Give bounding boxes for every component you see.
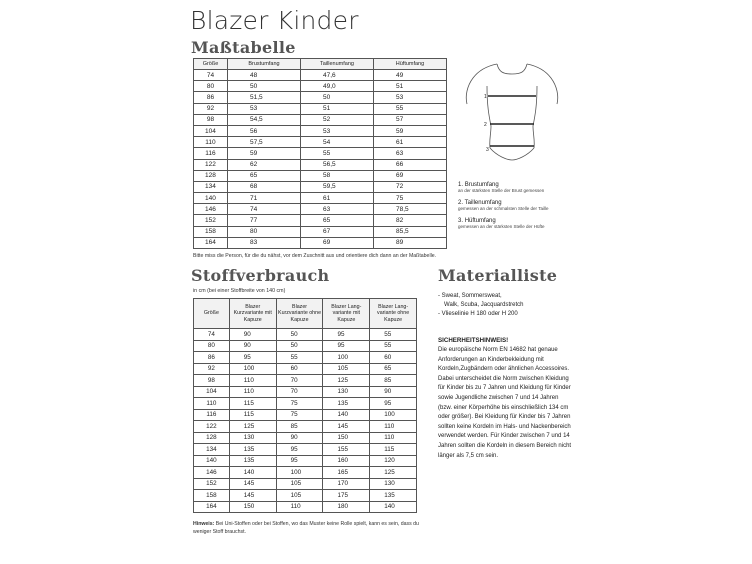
- material-list: [438, 292, 523, 318]
- table-cell: 83: [227, 237, 300, 248]
- table-header-row: [194, 59, 447, 70]
- table-cell: 86: [194, 352, 230, 364]
- table-cell: 105: [323, 363, 370, 375]
- column-header: Hüftumfang: [373, 59, 446, 70]
- table-cell: 49,0: [300, 81, 373, 92]
- legend-label: Brustumfang: [464, 182, 499, 188]
- material-item: Walk, Scuba, Jacquardstretch: [444, 301, 524, 308]
- table-cell: 57,5: [227, 137, 300, 148]
- table-cell: 69: [373, 170, 446, 181]
- table-cell: 89: [373, 237, 446, 248]
- table-cell: 51: [373, 81, 446, 92]
- table-cell: 90: [229, 329, 276, 341]
- table-row: [194, 444, 417, 456]
- table-row: [194, 215, 447, 226]
- table-cell: 55: [370, 340, 417, 352]
- table-cell: 130: [323, 386, 370, 398]
- measurement-table: [193, 58, 447, 249]
- table-cell: 58: [300, 170, 373, 181]
- legend-item: 1. Brustumfang an der stärksten Stelle der Brust gemessen: [458, 182, 598, 195]
- table-cell: 80: [194, 340, 230, 352]
- table-cell: 110: [229, 375, 276, 387]
- table-cell: 85,5: [373, 226, 446, 237]
- table-row: [194, 125, 447, 136]
- table-row: [194, 114, 447, 125]
- table-cell: 98: [194, 114, 228, 125]
- table-row: [194, 501, 417, 513]
- table-cell: 63: [373, 148, 446, 159]
- table-cell: 110: [194, 398, 230, 410]
- column-header: Größe: [194, 299, 230, 329]
- table-cell: 50: [300, 92, 373, 103]
- table-cell: 67: [300, 226, 373, 237]
- table-row: [194, 478, 417, 490]
- column-header: Taillenumfang: [300, 59, 373, 70]
- body-outline: [527, 64, 558, 104]
- table-row: [194, 421, 417, 433]
- table-cell: 71: [227, 193, 300, 204]
- table-cell: 145: [229, 478, 276, 490]
- column-header: Blazer Lang-variante ohne Kapuze: [370, 299, 417, 329]
- table-cell: 110: [370, 421, 417, 433]
- table-cell: 128: [194, 432, 230, 444]
- table-cell: 116: [194, 409, 230, 421]
- table-cell: 104: [194, 386, 230, 398]
- table-cell: 59,5: [300, 181, 373, 192]
- table-cell: 90: [370, 386, 417, 398]
- measurement-legend: [458, 182, 598, 235]
- table-cell: 130: [370, 478, 417, 490]
- table-header-row: [194, 299, 417, 329]
- table-cell: 75: [276, 409, 323, 421]
- material-item: - Sweat, Sommersweat,: [438, 293, 502, 299]
- table-cell: 66: [373, 159, 446, 170]
- table-cell: 98: [194, 375, 230, 387]
- table-cell: 115: [370, 444, 417, 456]
- table-cell: 65: [370, 363, 417, 375]
- body-outline: [490, 148, 534, 160]
- table-cell: 152: [194, 478, 230, 490]
- table-cell: 105: [276, 490, 323, 502]
- table-row: [194, 92, 447, 103]
- table-cell: 134: [194, 444, 230, 456]
- table-cell: 56: [227, 125, 300, 136]
- table-cell: 95: [229, 352, 276, 364]
- column-header: Blazer Lang-variante mit Kapuze: [323, 299, 370, 329]
- legend-description: gemessen an der stärksten Stelle der Hüfte: [458, 224, 545, 230]
- legend-label: Hüftumfang: [464, 217, 496, 224]
- table-row: [194, 148, 447, 159]
- material-list-heading: Materialliste: [438, 266, 558, 285]
- table-cell: 51,5: [227, 92, 300, 103]
- legend-item: 2. Taillenumfang gemessen an der schmalsten Stelle der Taille: [458, 200, 598, 213]
- table-row: [194, 352, 417, 364]
- table-cell: 60: [370, 352, 417, 364]
- table-cell: 150: [323, 432, 370, 444]
- table-cell: 52: [300, 114, 373, 125]
- table-row: [194, 375, 417, 387]
- measurement-table-heading: Maßtabelle: [191, 38, 296, 57]
- table-cell: 74: [194, 70, 228, 81]
- table-cell: 53: [227, 103, 300, 114]
- table-cell: 128: [194, 170, 228, 181]
- table-row: [194, 386, 417, 398]
- table-cell: 125: [323, 375, 370, 387]
- table-cell: 115: [229, 409, 276, 421]
- table-row: [194, 490, 417, 502]
- table-row: [194, 81, 447, 92]
- table-cell: 62: [227, 159, 300, 170]
- table-row: [194, 204, 447, 215]
- table-cell: 146: [194, 204, 228, 215]
- table-cell: 164: [194, 237, 228, 248]
- table-cell: 78,5: [373, 204, 446, 215]
- table-row: [194, 398, 417, 410]
- table-cell: 85: [370, 375, 417, 387]
- table-cell: 158: [194, 490, 230, 502]
- figure-label-1: 1: [484, 94, 487, 100]
- column-header: Blazer Kurzvariante mit Kapuze: [229, 299, 276, 329]
- legend-description: gemessen an der schmalsten Stelle der Taille: [458, 206, 549, 212]
- body-measurement-figure: [457, 56, 567, 176]
- table-cell: 49: [373, 70, 446, 81]
- table-cell: 85: [276, 421, 323, 433]
- table-cell: 75: [276, 398, 323, 410]
- column-header: Brustumfang: [227, 59, 300, 70]
- safety-heading: SICHERHEITSHINWEIS!: [438, 337, 509, 344]
- table-cell: 55: [276, 352, 323, 364]
- table-cell: 145: [229, 490, 276, 502]
- table-row: [194, 340, 417, 352]
- table-row: [194, 329, 417, 341]
- table-cell: 65: [300, 215, 373, 226]
- note-text: Bei Uni-Stoffen oder bei Stoffen, wo das Muster keine Rolle spielt, kann es sein, dass du weniger Stoff brauchst.: [193, 521, 419, 535]
- table-cell: 110: [370, 432, 417, 444]
- table-cell: 100: [370, 409, 417, 421]
- table-cell: 47,6: [300, 70, 373, 81]
- measurement-note: Bitte miss die Person, für die du nähst, vor dem Zuschnitt aus und orientiere dich dann an der Maßtabelle.: [193, 253, 437, 259]
- table-cell: 54,5: [227, 114, 300, 125]
- table-cell: 51: [300, 103, 373, 114]
- table-cell: 60: [276, 363, 323, 375]
- table-cell: 70: [276, 375, 323, 387]
- table-row: [194, 137, 447, 148]
- table-cell: 164: [194, 501, 230, 513]
- figure-label-3: 3: [486, 147, 489, 153]
- table-cell: 56,5: [300, 159, 373, 170]
- table-cell: 68: [227, 181, 300, 192]
- table-cell: 122: [194, 159, 228, 170]
- table-row: [194, 193, 447, 204]
- note-label: Hinweis:: [193, 521, 215, 527]
- fabric-usage-table: [193, 298, 417, 513]
- table-cell: 61: [373, 137, 446, 148]
- table-row: [194, 181, 447, 192]
- table-cell: 65: [227, 170, 300, 181]
- table-cell: 74: [227, 204, 300, 215]
- table-cell: 75: [373, 193, 446, 204]
- table-cell: 110: [229, 386, 276, 398]
- table-cell: 90: [276, 432, 323, 444]
- table-cell: 155: [323, 444, 370, 456]
- table-row: [194, 70, 447, 81]
- legend-label: Taillenumfang: [464, 199, 502, 206]
- table-cell: 135: [229, 455, 276, 467]
- figure-label-2: 2: [484, 122, 487, 128]
- table-cell: 53: [373, 92, 446, 103]
- fabric-usage-subheading: in cm (bei einer Stoffbreite von 140 cm): [193, 288, 286, 294]
- column-header: Blazer Kurzvariante ohne Kapuze: [276, 299, 323, 329]
- table-cell: 100: [323, 352, 370, 364]
- table-cell: 140: [194, 455, 230, 467]
- table-cell: 86: [194, 92, 228, 103]
- table-cell: 150: [229, 501, 276, 513]
- table-cell: 170: [323, 478, 370, 490]
- table-cell: 140: [229, 467, 276, 479]
- table-cell: 165: [323, 467, 370, 479]
- table-cell: 57: [373, 114, 446, 125]
- table-cell: 53: [300, 125, 373, 136]
- column-header: Größe: [194, 59, 228, 70]
- table-cell: 140: [323, 409, 370, 421]
- page-title: Blazer Kinder: [190, 6, 359, 35]
- legend-item: 3. Hüftumfang gemessen an der stärksten Stelle der Hüfte: [458, 218, 598, 231]
- table-cell: 72: [373, 181, 446, 192]
- table-cell: 135: [370, 490, 417, 502]
- table-row: [194, 103, 447, 114]
- table-cell: 90: [229, 340, 276, 352]
- table-cell: 95: [276, 455, 323, 467]
- table-cell: 100: [229, 363, 276, 375]
- table-cell: 130: [229, 432, 276, 444]
- table-cell: 92: [194, 103, 228, 114]
- table-cell: 135: [229, 444, 276, 456]
- table-cell: 146: [194, 467, 230, 479]
- table-cell: 120: [370, 455, 417, 467]
- body-outline: [466, 64, 497, 104]
- table-cell: 95: [370, 398, 417, 410]
- table-cell: 82: [373, 215, 446, 226]
- table-cell: 74: [194, 329, 230, 341]
- table-cell: 158: [194, 226, 228, 237]
- table-cell: 55: [300, 148, 373, 159]
- table-row: [194, 455, 417, 467]
- table-cell: 95: [323, 340, 370, 352]
- table-cell: 69: [300, 237, 373, 248]
- table-cell: 160: [323, 455, 370, 467]
- table-cell: 110: [194, 137, 228, 148]
- table-cell: 135: [323, 398, 370, 410]
- table-cell: 48: [227, 70, 300, 81]
- table-cell: 80: [227, 226, 300, 237]
- fabric-usage-note: [193, 520, 433, 536]
- table-cell: 61: [300, 193, 373, 204]
- table-cell: 70: [276, 386, 323, 398]
- body-outline: [497, 64, 527, 74]
- table-cell: 180: [323, 501, 370, 513]
- table-cell: 50: [276, 329, 323, 341]
- table-cell: 105: [276, 478, 323, 490]
- table-cell: 50: [276, 340, 323, 352]
- table-cell: 95: [323, 329, 370, 341]
- table-cell: 92: [194, 363, 230, 375]
- table-cell: 115: [229, 398, 276, 410]
- table-row: [194, 159, 447, 170]
- table-cell: 100: [276, 467, 323, 479]
- table-cell: 175: [323, 490, 370, 502]
- table-cell: 152: [194, 215, 228, 226]
- table-cell: 125: [229, 421, 276, 433]
- table-row: [194, 467, 417, 479]
- table-cell: 80: [194, 81, 228, 92]
- table-cell: 140: [370, 501, 417, 513]
- table-cell: 140: [194, 193, 228, 204]
- table-cell: 59: [373, 125, 446, 136]
- table-row: [194, 237, 447, 248]
- material-item: - Vlieselinie H 180 oder H 200: [438, 310, 518, 317]
- table-row: [194, 363, 417, 375]
- fabric-usage-heading: Stoffverbrauch: [191, 266, 330, 285]
- table-cell: 55: [373, 103, 446, 114]
- table-cell: 59: [227, 148, 300, 159]
- table-cell: 63: [300, 204, 373, 215]
- table-row: [194, 226, 447, 237]
- table-cell: 77: [227, 215, 300, 226]
- table-cell: 95: [276, 444, 323, 456]
- table-cell: 125: [370, 467, 417, 479]
- table-cell: 122: [194, 421, 230, 433]
- table-row: [194, 409, 417, 421]
- table-cell: 104: [194, 125, 228, 136]
- table-cell: 116: [194, 148, 228, 159]
- safety-text: Die europäische Norm EN 14682 hat genaue Anforderungen an Kinderbekleidung mit Kordeln,Zugbändern oder ähnlichen Accessoires. Dabei unterscheidet die Norm zwischen Kleidung für Kinder bis zu 7 Jahren und Kleidung für Kinder sowie Jugendliche zwischen 7 und 14 Jahren (bzw. einer Körperhöhe bis einschließlich 134 cm oder größer). Bei Kleidung für Kinder bis 7 Jahren sollten keine Kordeln im Hals- und Nackenbereich verwendet werden. Für Kinder zwischen 7 und 14 Jahren sollten die Kordeln in diesem Bereich nicht länger als 7,5 cm sein.: [438, 347, 572, 459]
- table-cell: 54: [300, 137, 373, 148]
- table-cell: 55: [370, 329, 417, 341]
- table-cell: 145: [323, 421, 370, 433]
- table-cell: 134: [194, 181, 228, 192]
- table-cell: 50: [227, 81, 300, 92]
- legend-description: an der stärksten Stelle der Brust gemessen: [458, 188, 545, 194]
- table-row: [194, 432, 417, 444]
- table-cell: 110: [276, 501, 323, 513]
- table-row: [194, 170, 447, 181]
